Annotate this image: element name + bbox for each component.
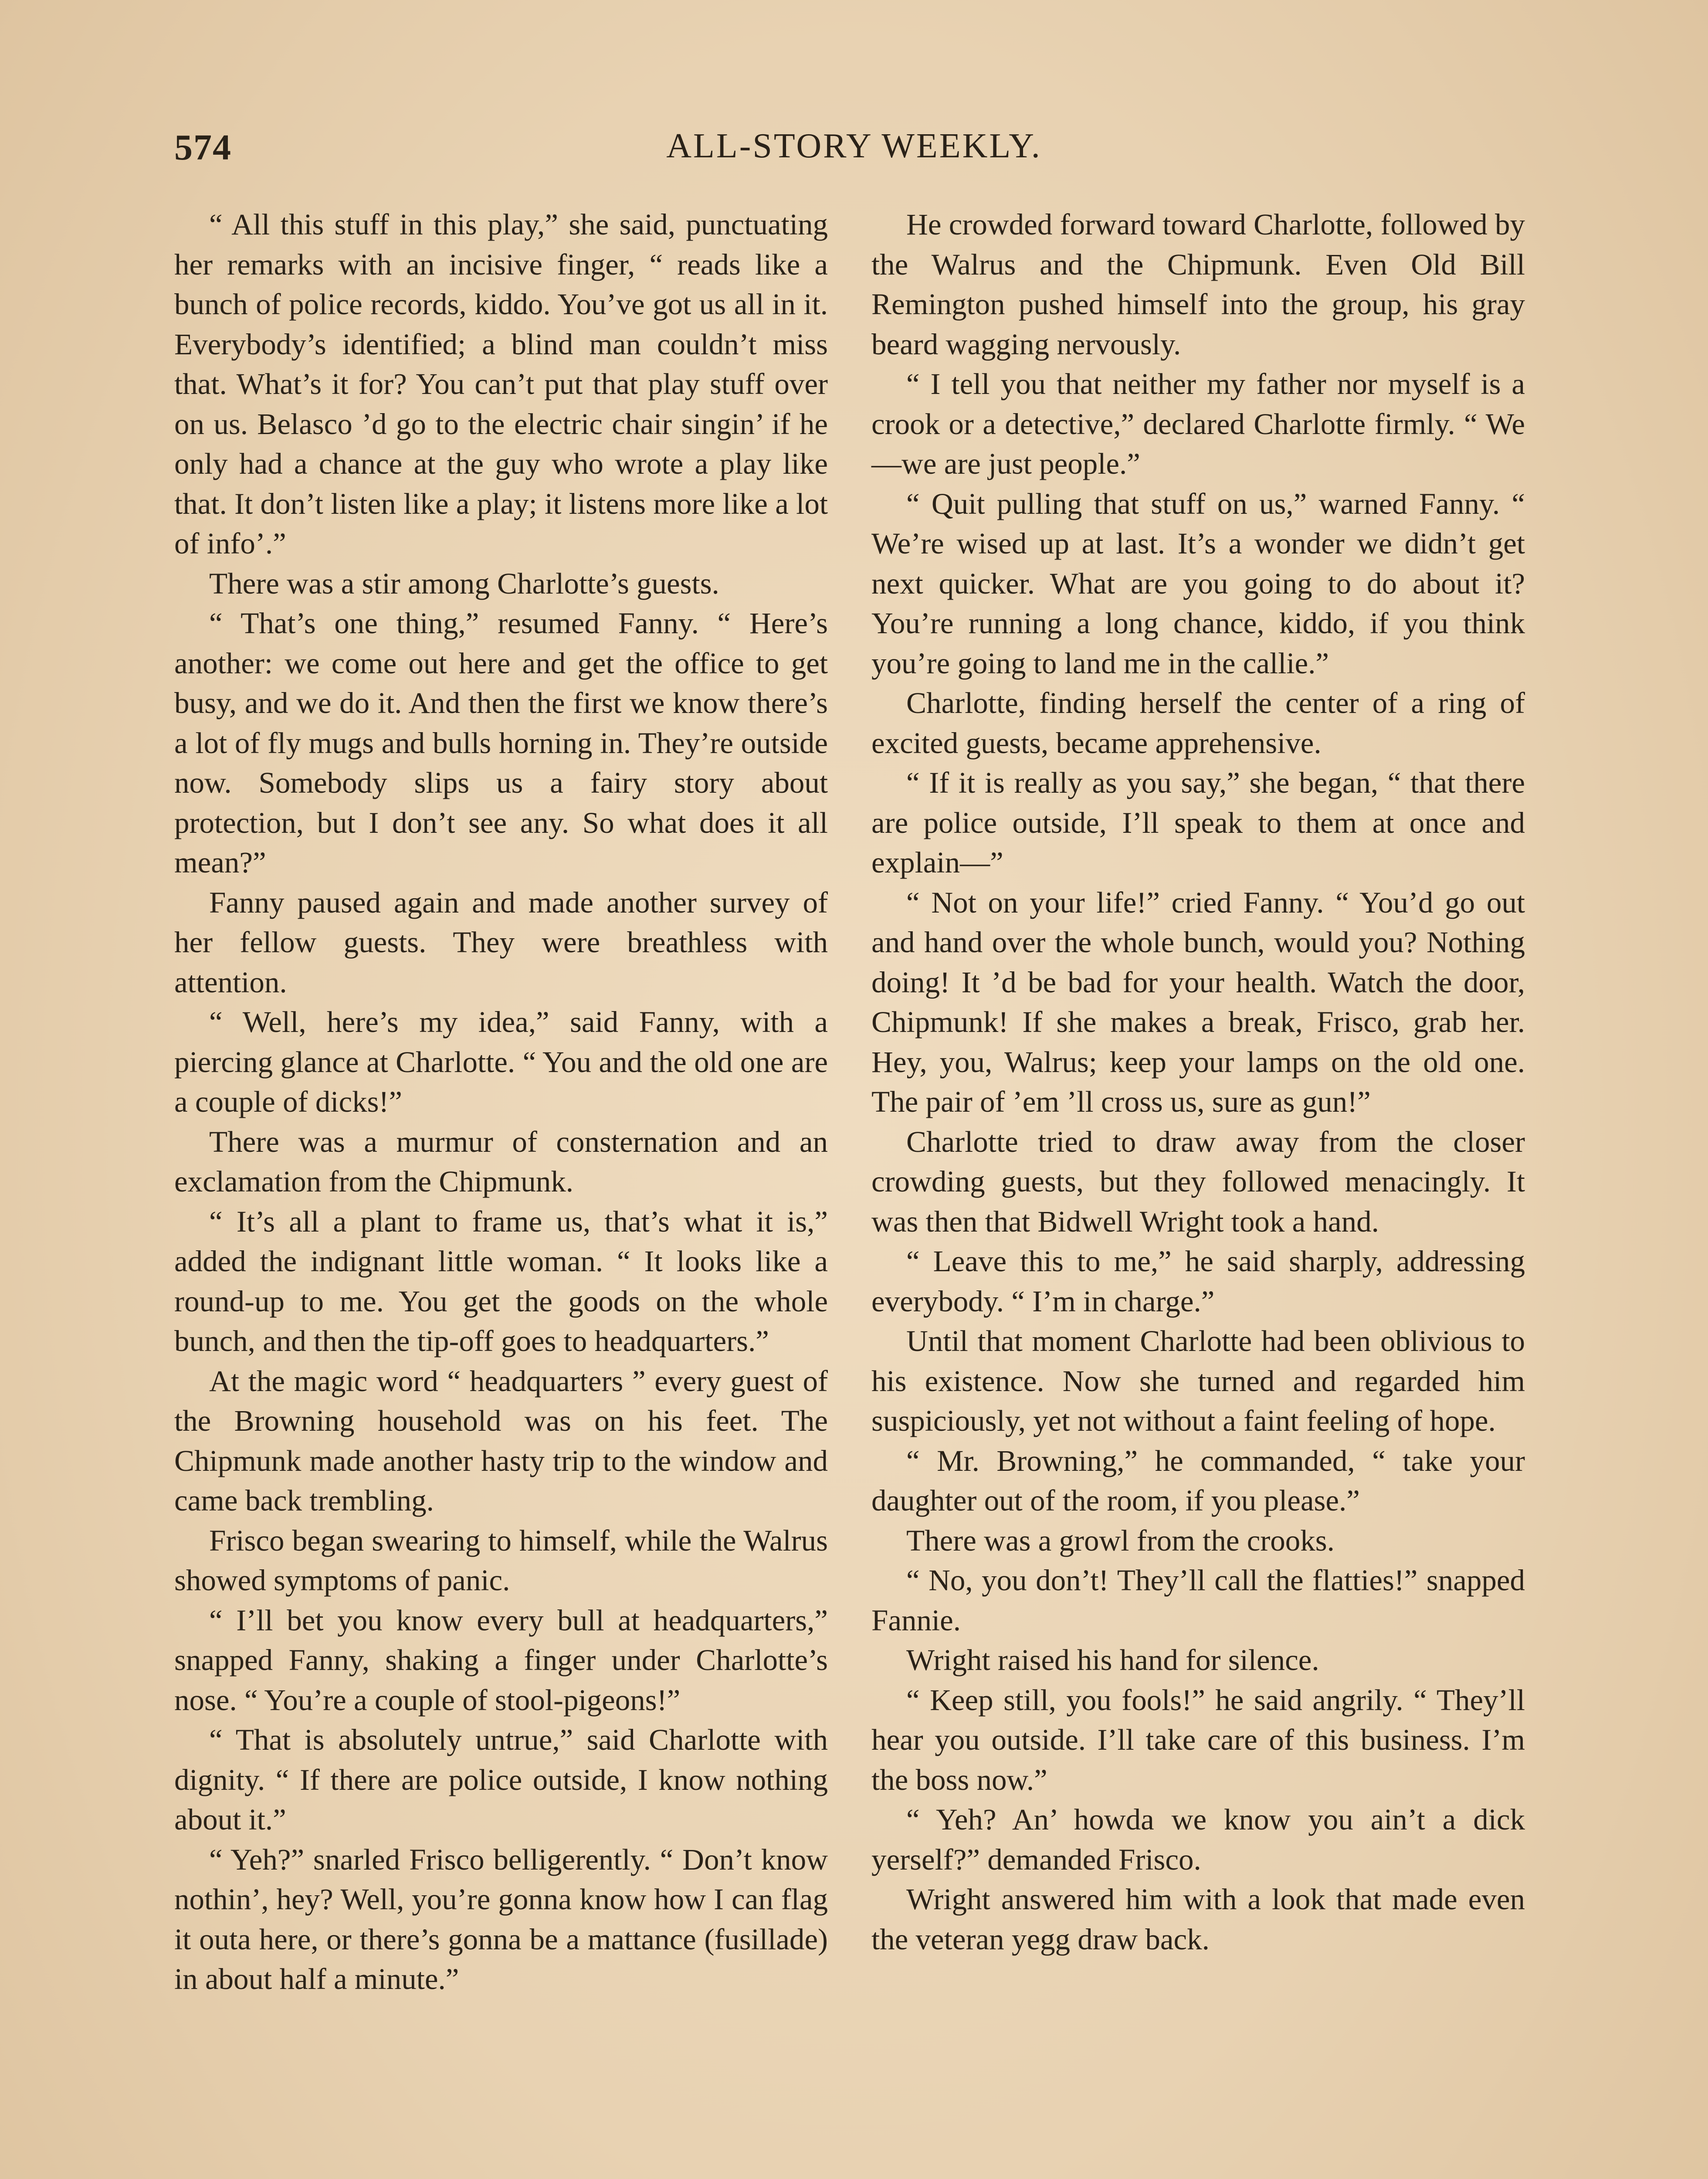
paragraph: “ Mr. Browning,” he commanded, “ take your daughter out of the room, if you please.” <box>871 1444 1525 1517</box>
paragraph: “ That is absolutely untrue,” said Charlotte with dignity. “ If there are police outside, I know nothing about it.” <box>174 1723 828 1836</box>
paragraph: “ Keep still, you fools!” he said angrily. “ They’ll hear you outside. I’ll take care of this business. I’m the boss now.” <box>871 1683 1525 1796</box>
paragraph: There was a stir among Charlotte’s guests. <box>209 567 719 600</box>
paragraph: Fanny paused again and made another survey of her fellow guests. They were breathless with attention. <box>174 886 828 999</box>
paragraph: There was a growl from the crooks. <box>906 1524 1335 1557</box>
paragraph: Frisco began swearing to himself, while the Walrus showed symptoms of panic. <box>174 1524 828 1597</box>
paragraph: At the magic word “ headquarters ” every guest of the Browning household was on his feet. The Chipmunk made another hasty trip to the window and came back trembling. <box>174 1364 828 1517</box>
paragraph: “ Not on your life!” cried Fanny. “ You’d go out and hand over the whole bunch, would you? Nothing doing! It ’d be bad for your health. Watch the door, Chipmunk! If she makes a break, Frisco, grab her. Hey, you, Walrus; keep your lamps on the old one. The pair of ’em ’ll cross us, sure as gun!” <box>871 886 1525 1118</box>
right-column <box>871 205 1525 1959</box>
paragraph: “ I’ll bet you know every bull at headquarters,” snapped Fanny, shaking a finger under Charlotte’s nose. “ You’re a couple of stool-pigeons!” <box>174 1603 828 1717</box>
left-column <box>174 205 828 1999</box>
paragraph: “ No, you don’t! They’ll call the flatties!” snapped Fannie. <box>871 1564 1525 1637</box>
paragraph: Charlotte, finding herself the center of a ring of excited guests, became apprehensive. <box>871 686 1525 760</box>
paragraph: “ Quit pulling that stuff on us,” warned Fanny. “ We’re wised up at last. It’s a wonder we didn’t get next quicker. What are you going to do about it? You’re running a long chance, kiddo, if you think you’re going to land me in the callie.” <box>871 487 1525 680</box>
paragraph: “ Yeh?” snarled Frisco belligerently. “ Don’t know nothin’, hey? Well, you’re gonna know how I can flag it outa here, or there’s gonna be a mattance (fusillade) in about half a minute.” <box>174 1843 828 1996</box>
paragraph: Wright answered him with a look that made even the veteran yegg draw back. <box>871 1883 1525 1956</box>
paragraph: “ That’s one thing,” resumed Fanny. “ Here’s another: we come out here and get the office to get busy, and we do it. And then the first we know there’s a lot of fly mugs and bulls horning in. They’re outside now. Somebody slips us a fairy story about protection, but I don’t see any. So what does it all mean?” <box>174 607 828 879</box>
paragraph: “ Yeh? An’ howda we know you ain’t a dick yerself?” demanded Frisco. <box>871 1803 1525 1876</box>
page-header <box>174 126 1534 179</box>
paragraph: “ I tell you that neither my father nor myself is a crook or a detective,” declared Charlotte firmly. “ We—we are just people.” <box>871 367 1525 480</box>
paragraph: “ If it is really as you say,” she began, “ that there are police outside, I’ll speak to them at once and explain—” <box>871 766 1525 879</box>
paragraph: “ It’s all a plant to frame us, that’s what it is,” added the indignant little woman. “ It looks like a round-up to me. You get the goods on the whole bunch, and then the tip-off goes to headquarters.” <box>174 1205 828 1358</box>
paragraph: Charlotte tried to draw away from the closer crowding guests, but they followed menacingly. It was then that Bidwell Wright took a hand. <box>871 1125 1525 1238</box>
text-columns <box>174 205 1534 2179</box>
paragraph: “ Leave this to me,” he said sharply, addressing everybody. “ I’m in charge.” <box>871 1245 1525 1318</box>
page-number: 574 <box>174 127 232 168</box>
paragraph: “ All this stuff in this play,” she said, punctuating her remarks with an incisive finger, “ reads like a bunch of police records, kiddo. You’ve got us all in it. Everybody’s identified; a blind man couldn’t miss that. What’s it for? You can’t put that play stuff over on us. Belasco ’d go to the electric chair singin’ if he only had a chance at the guy who wrote a play like that. It don’t listen like a play; it listens more like a lot of info’.” <box>174 208 828 560</box>
running-title: ALL-STORY WEEKLY. <box>666 127 1042 165</box>
paragraph: He crowded forward toward Charlotte, followed by the Walrus and the Chipmunk. Even Old Bill Remington pushed himself into the group, his gray beard wagging nervously. <box>871 208 1525 361</box>
paragraph: There was a murmur of consternation and an exclamation from the Chipmunk. <box>174 1125 828 1198</box>
paragraph: Until that moment Charlotte had been oblivious to his existence. Now she turned and regarded him suspiciously, yet not without a faint feeling of hope. <box>871 1324 1525 1437</box>
paragraph: Wright raised his hand for silence. <box>906 1643 1319 1677</box>
paragraph: “ Well, here’s my idea,” said Fanny, with a piercing glance at Charlotte. “ You and the old one are a couple of dicks!” <box>174 1005 828 1118</box>
